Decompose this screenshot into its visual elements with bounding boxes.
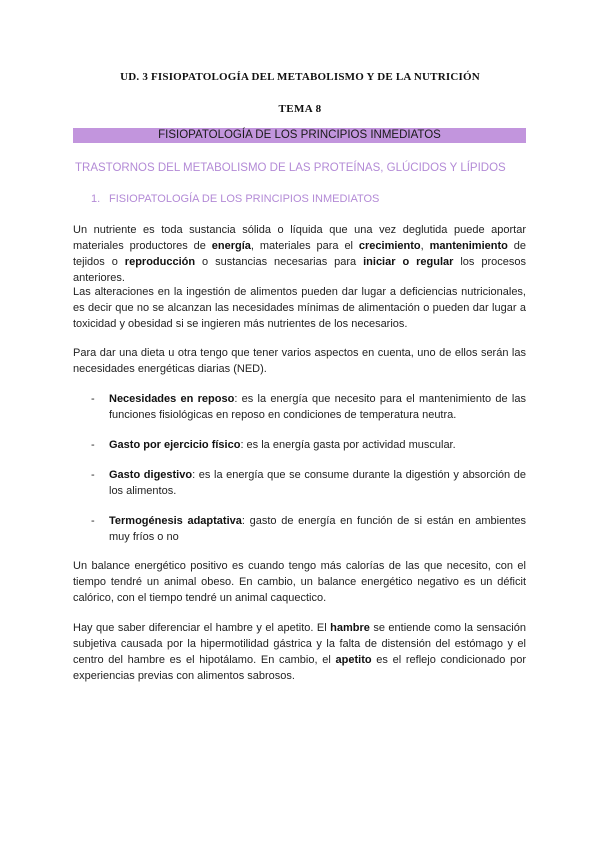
bold-term: crecimiento (358, 240, 421, 252)
bold-term: mantenimiento (429, 240, 508, 252)
text-run: , materiales para el (250, 240, 359, 252)
bullet-term: Necesidades en reposo (109, 393, 235, 405)
bullet-dash: - (91, 439, 95, 451)
text-run: Hay que saber diferenciar el hambre y el apetito. El (73, 622, 331, 634)
bullet-item (91, 391, 526, 423)
topic-banner: FISIOPATOLOGÍA DE LOS PRINCIPIOS INMEDIATOS (73, 128, 526, 143)
text-run: o sustancias necesarias para (195, 256, 364, 268)
bold-term: hambre (330, 622, 370, 634)
bullet-text: : es la energía que se consume durante la digestión y absorción de los alimentos. (109, 469, 526, 497)
bullet-item (91, 513, 526, 545)
paragraph-alteraciones: Las alteraciones en la ingestión de alimentos pueden dar lugar a deficiencias nutricionales, es decir que no se alcanzan las necesidades mínimas de alimentación o pueden dar lugar a toxicidad y obesidad si se ingieren más nutrientes de los necesarios. (73, 286, 526, 330)
bold-term: apetito (335, 654, 372, 666)
bullet-dash: - (91, 469, 95, 481)
subsection-number: 1. (91, 193, 101, 205)
bold-term: iniciar o regular (363, 256, 454, 268)
paragraph-nutriente (73, 222, 526, 286)
bullet-dash: - (91, 515, 95, 527)
subsection-heading (91, 193, 379, 205)
section-heading: TRASTORNOS DEL METABOLISMO DE LAS PROTEÍNAS, GLÚCIDOS Y LÍPIDOS (75, 162, 506, 174)
paragraph-balance: Un balance energético positivo es cuando tengo más calorías de las que necesito, con el tiempo tendré un animal obeso. En cambio, un balance energético negativo es un déficit calórico, con el tiempo tendré un animal caquectico. (73, 560, 526, 604)
bullet-item (91, 437, 526, 453)
text-run: los procesos anteriores. (73, 256, 526, 284)
subsection-title: FISIOPATOLOGÍA DE LOS PRINCIPIOS INMEDIATOS (109, 193, 380, 205)
paragraph-dieta: Para dar una dieta u otra tengo que tener varios aspectos en cuenta, uno de ellos serán las necesidades energéticas diarias (NED). (73, 347, 526, 375)
bold-term: reproducción (124, 256, 196, 268)
unit-title: UD. 3 FISIOPATOLOGÍA DEL METABOLISMO Y DE LA NUTRICIÓN (120, 71, 480, 83)
bullet-text: : es la energía que necesito para el mantenimiento de las funciones fisiológicas en reposo en condiciones de temperatura neutra. (109, 393, 526, 421)
bullet-term: Gasto digestivo (109, 469, 193, 481)
text-run: Un nutriente es toda sustancia sólida o líquida que una vez deglutida puede aportar materiales productores de (73, 224, 526, 252)
text-run: de tejidos o (73, 240, 526, 268)
bullet-term: Termogénesis adaptativa (109, 515, 242, 527)
paragraph-hambre-apetito (73, 620, 526, 684)
bullet-item (91, 467, 526, 499)
bullet-dash: - (91, 393, 95, 405)
text-run: se entiende como la sensación subjetiva causada por la hipermotilidad gástrica y la falta de distensión del estómago y el centro del hambre es el hipotálamo. En cambio, el (73, 622, 526, 666)
bold-term: energía (211, 240, 251, 252)
bullet-text: : gasto de energía en función de si están en ambientes muy fríos o no (109, 515, 527, 543)
bullet-term: Gasto por ejercicio físico (109, 439, 241, 451)
text-run: , (420, 240, 430, 252)
text-run: es el reflejo condicionado por experiencias previas con alimentos sabrosos. (73, 654, 526, 682)
bullet-text: : es la energía gasta por actividad muscular. (240, 439, 456, 451)
tema-title: TEMA 8 (278, 103, 322, 115)
